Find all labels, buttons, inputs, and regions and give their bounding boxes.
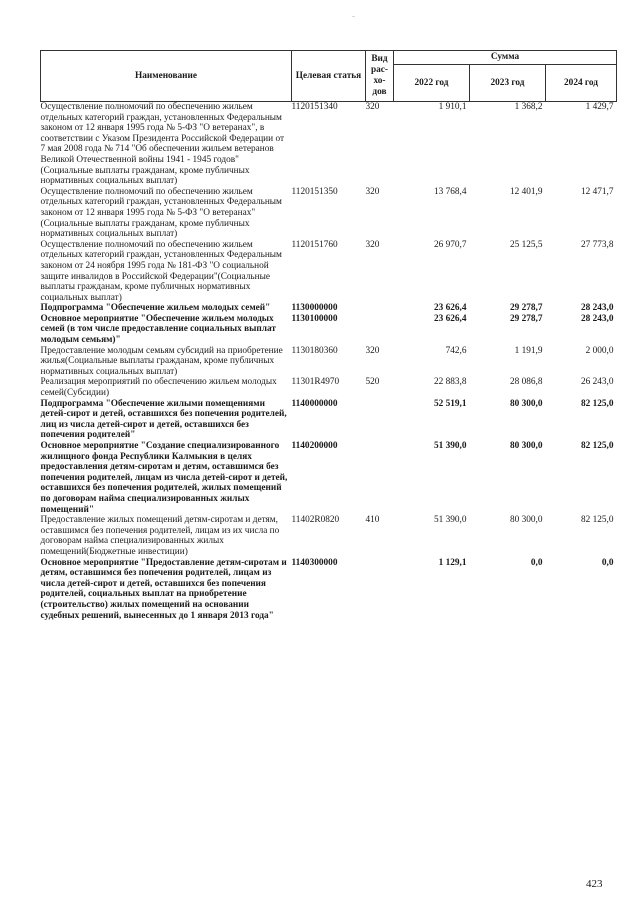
row-expense-type [366,303,394,314]
row-sum-2023: 0,0 [530,557,543,568]
row-expense-type: 320 [365,186,380,197]
row-name: Реализация мероприятий по обеспечению жильем молодых семей(Субсидии) [40,377,277,399]
row-target-code: 1130100000 [291,313,338,324]
row-sum-2023: 12 401,9 [509,186,543,197]
table-row [41,303,617,314]
row-sum-2022: 51 390,0 [433,441,467,451]
table-row [41,102,617,187]
header-vid-line: рас- [370,65,389,75]
table-row [41,314,617,346]
budget-table [40,50,617,621]
header-target: Целевая статья [292,51,366,102]
page-mark: – [352,14,355,20]
header-year-2022: 2022 год [394,65,470,102]
row-name: Осуществление полномочий по обеспечению жильем отдельных категорий граждан, установленных Федеральным законом от 12 января 1995 года № 5-ФЗ "О ветеранах"(Социальные выплаты гражданам, кроме публичных нормативных социальных выплат) [40,186,282,240]
row-name: Предоставление молодым семьям субсидий на приобретение жилья(Социальные выплаты гражданам, кроме публичных нормативных социальных выплат) [40,345,283,377]
row-sum-2022: 23 626,4 [433,313,467,324]
table-body [41,102,617,622]
row-sum-2023: 29 278,7 [509,303,543,314]
row-sum-2022: 23 626,4 [433,303,467,314]
header-year-2023: 2023 год [470,65,546,102]
row-target-code: 1140300000 [291,557,338,568]
row-sum-2023: 1 368,2 [514,102,543,112]
row-sum-2024: 28 243,0 [580,313,614,324]
row-name: Предоставление жилых помещений детям-сиротам и детям, оставшимся без попечения родителей, лицам из их числа по договорам найма специализированных жилых помещений(Бюджетные инвестиции) [40,515,280,557]
row-name: Подпрограмма "Обеспечение жилыми помещениями детей-сирот и детей, оставшихся без попечения родителей, лиц из числа детей-сирот и детей, оставшихся без попечения родителей" [40,398,287,441]
row-name: Осуществление полномочий по обеспечению жильем отдельных категорий граждан, установленных Федеральным законом от 24 ноября 1995 года № 181-ФЗ "О социальной защите инвалидов в Российской Федерации"(Социальные выплаты гражданам, кроме публичных нормативных социальных выплат) [40,239,282,303]
row-sum-2022: 22 883,8 [433,377,467,388]
row-sum-2022: 1 910,1 [438,102,467,112]
row-sum-2023: 25 125,5 [509,239,543,250]
table-row [41,558,617,622]
row-sum-2022: 52 519,1 [433,398,467,409]
row-name: Основное мероприятие "Предоставление детям-сиротам и детям, оставшимся без попечения родителей, лицам из числа детей-сирот и детей, оставшихся без попечения родителей, социальных выплат на приобретение (строительство) жилых помещений на основании судебных решений, вынесенных до 1 января 2013 года" [40,557,287,621]
row-sum-2024: 28 243,0 [580,303,614,314]
header-sum: Сумма [394,51,617,65]
header-vid-line: дов [372,87,387,97]
row-sum-2024: 1 429,7 [585,102,614,112]
row-sum-2024: 82 125,0 [580,441,614,451]
row-sum-2024: 27 773,8 [580,239,614,250]
row-sum-2023: 28 086,8 [509,377,543,388]
row-sum-2023: 1 191,9 [514,345,543,356]
row-target-code: 1120151350 [291,186,338,197]
row-sum-2022: 26 970,7 [433,239,467,250]
row-name: Подпрограмма "Обеспечение жильем молодых семей" [40,303,271,314]
row-expense-type [366,558,394,622]
row-sum-2022: 13 768,4 [433,186,467,197]
row-sum-2022: 1 129,1 [438,557,467,568]
header-name: Наименование [41,51,292,102]
row-expense-type [366,441,394,515]
row-sum-2023: 80 300,0 [509,398,543,409]
row-name: Осуществление полномочий по обеспечению жильем отдельных категорий граждан, установленных Федеральным законом от 12 января 1995 года № 5-ФЗ "О ветеранах", в соответствии с Указом Президента Российской Федерации от 7 мая 2008 года № 714 "Об обеспечении жильем ветеранов Великой Отечественной войны 1941 - 1945 годов"(Социальные выплаты гражданам, кроме публичных нормативных социальных выплат) [40,102,285,187]
row-expense-type: 320 [365,239,380,250]
row-sum-2022: 51 390,0 [433,515,467,526]
header-vid-line: Вид [371,54,388,64]
row-target-code: 1130180360 [291,345,338,356]
row-expense-type: 520 [365,377,380,388]
row-sum-2023: 80 300,0 [509,515,543,526]
table-row [41,441,617,515]
table-row [41,187,617,240]
row-target-code: 11301R4970 [291,377,340,388]
row-sum-2024: 82 125,0 [580,398,614,409]
row-expense-type [366,314,394,346]
table-row [41,240,617,304]
row-expense-type: 410 [365,515,380,526]
row-sum-2024: 2 000,0 [585,345,614,356]
row-name: Основное мероприятие "Создание специализированного жилищного фонда Республики Калмыкия в целях предоставления детям-сиротам и детям, оставшимся без попечения родителей, лицам из числа детей-сирот и детей, оставшихся без попечения родителей, жилых помещений по договорам найма специализированных жилых помещений" [40,441,288,515]
row-sum-2023: 80 300,0 [509,441,543,451]
row-target-code: 11402R0820 [291,515,340,526]
row-expense-type: 320 [365,102,380,112]
row-name: Основное мероприятие "Обеспечение жильем молодых семей (в том числе предоставление социальных выплат молодым семьям)" [40,313,276,346]
row-target-code: 1140200000 [291,441,338,451]
row-target-code: 1130000000 [291,303,338,314]
row-sum-2024: 0,0 [601,557,614,568]
row-sum-2024: 82 125,0 [580,515,614,526]
row-sum-2024: 26 243,0 [580,377,614,388]
table-row [41,399,617,441]
header-year-2024: 2024 год [546,65,617,102]
table-row [41,515,617,557]
header-vid [366,51,394,102]
row-sum-2022: 742,6 [445,345,467,356]
table-row [41,346,617,378]
row-expense-type [366,399,394,441]
page-number: 423 [586,878,603,890]
row-sum-2023: 29 278,7 [509,313,543,324]
row-target-code: 1140000000 [291,398,338,409]
row-expense-type: 320 [365,345,380,356]
row-target-code: 1120151340 [291,102,338,112]
row-sum-2024: 12 471,7 [580,186,614,197]
header-vid-line: хо- [373,76,386,86]
table-row [41,377,617,398]
row-target-code: 1120151760 [291,239,338,250]
